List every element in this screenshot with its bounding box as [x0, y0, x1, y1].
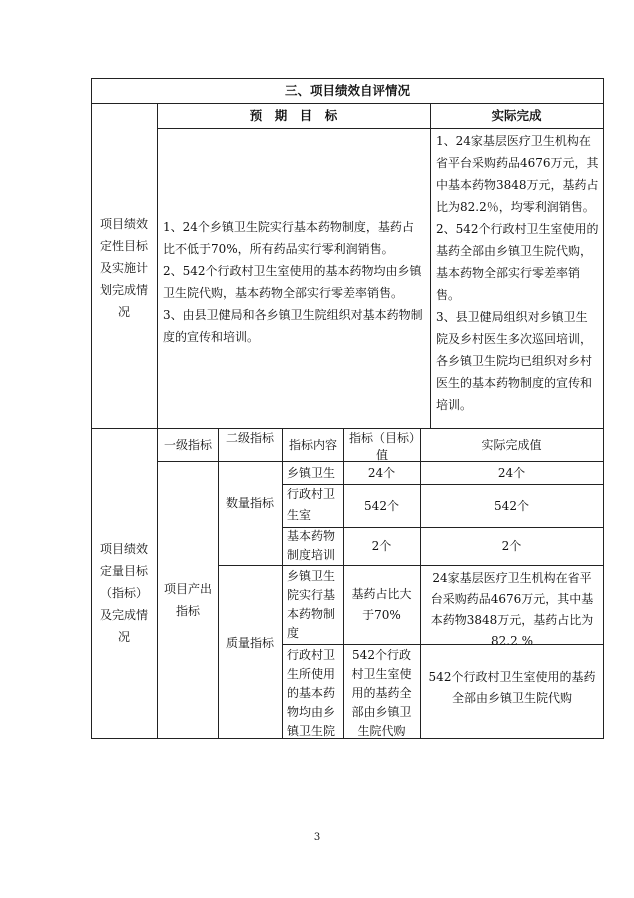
actual-item: 3、县卫健局组织对乡镇卫生院及乡村医生多次巡回培训，各乡镇卫生院均已组织对乡村医生的基本药物制度的宣传和培训。: [436, 310, 593, 412]
expected-item: 3、由县卫健局和各乡镇卫生院组织对基本药物制度的宣传和培训。: [163, 308, 423, 344]
indicator-actual: 24个: [497, 466, 526, 480]
header-actual: 实际完成值: [481, 438, 542, 452]
table-left-border: [91, 78, 92, 738]
expected-item: 2、542个行政村卫生室使用的基本药物均由乡镇卫生院代购，基本药物全部实行零差率销售。: [163, 264, 422, 300]
actual-completion-header: 实际完成: [491, 108, 542, 123]
expected-goals-header: 预 期 目 标: [249, 108, 338, 123]
qualitative-section-bottom-border: [91, 428, 604, 429]
table-top-border: [91, 78, 604, 79]
quantitative-row-label: 项目绩效定量目标（指标）及完成情况: [99, 542, 148, 644]
label-column-divider: [157, 103, 158, 738]
expected-item: 1、24个乡镇卫生院实行基本药物制度，基药占比不低于70%，所有药品实行零利润销售。: [163, 220, 414, 256]
header-content: 指标内容: [288, 438, 337, 452]
indicator-actual: 2个: [501, 539, 522, 553]
indicator-content: 行政村卫生所使用的基本药物均由乡镇卫生院: [287, 648, 336, 738]
indicator-content: 乡镇卫生: [287, 466, 336, 480]
qualitative-header-bottom-border: [157, 128, 604, 129]
level2-quantity: 数量指标: [225, 496, 274, 510]
indicator-actual: 542个: [494, 499, 529, 513]
page-number: 3: [313, 832, 321, 843]
level1-value: 项目产出指标: [163, 582, 212, 618]
section-title: 三、项目绩效自评情况: [284, 83, 410, 98]
indicator-target: 542个: [364, 499, 399, 513]
level2-quality: 质量指标: [225, 636, 274, 650]
actual-completion-content: [436, 130, 599, 416]
level2-content-divider: [282, 428, 283, 738]
header-target: 指标（目标）值: [348, 431, 415, 462]
indicator-target: 基药占比大于70%: [351, 587, 412, 622]
indicator-content: 乡镇卫生院实行基本药物制度: [287, 569, 336, 640]
level1-level2-divider: [218, 428, 219, 738]
table-bottom-border: [91, 738, 604, 739]
header-level1: 一级指标: [163, 438, 212, 452]
actual-item: 2、542个行政村卫生室使用的基药全部由乡镇卫生院代购，基本药物全部实行零差率销售。: [436, 222, 599, 302]
title-row-bottom-border: [91, 103, 604, 104]
table-right-border: [603, 78, 604, 738]
qualitative-row-label: 项目绩效定性目标及实施计划完成情况: [99, 217, 148, 319]
quantity-group-bottom-border: [218, 565, 604, 566]
indicator-actual: 24家基层医疗卫生机构在省平台采购药品4676万元，其中基本药物3848万元，基药占比为82.2 %: [430, 571, 594, 648]
indicator-target: 2个: [371, 539, 392, 553]
expected-goals-content: [163, 216, 425, 348]
indicator-actual: 542个行政村卫生室使用的基药全部由乡镇卫生院代购: [428, 670, 596, 705]
actual-item: 1、24家基层医疗卫生机构在省平台采购药品4676万元，其中基本药物3848万元，基药占比为82.2％，均零利润销售。: [436, 134, 599, 214]
indicator-target: 24个: [367, 466, 396, 480]
expected-actual-divider: [430, 103, 431, 428]
indicator-content: 行政村卫生室: [287, 487, 336, 522]
header-level2: 二级指标: [225, 431, 274, 445]
indicator-content: 基本药物制度培训: [287, 529, 336, 562]
indicator-target: 542个行政村卫生室使用的基药全部由乡镇卫生院代购: [351, 648, 412, 738]
